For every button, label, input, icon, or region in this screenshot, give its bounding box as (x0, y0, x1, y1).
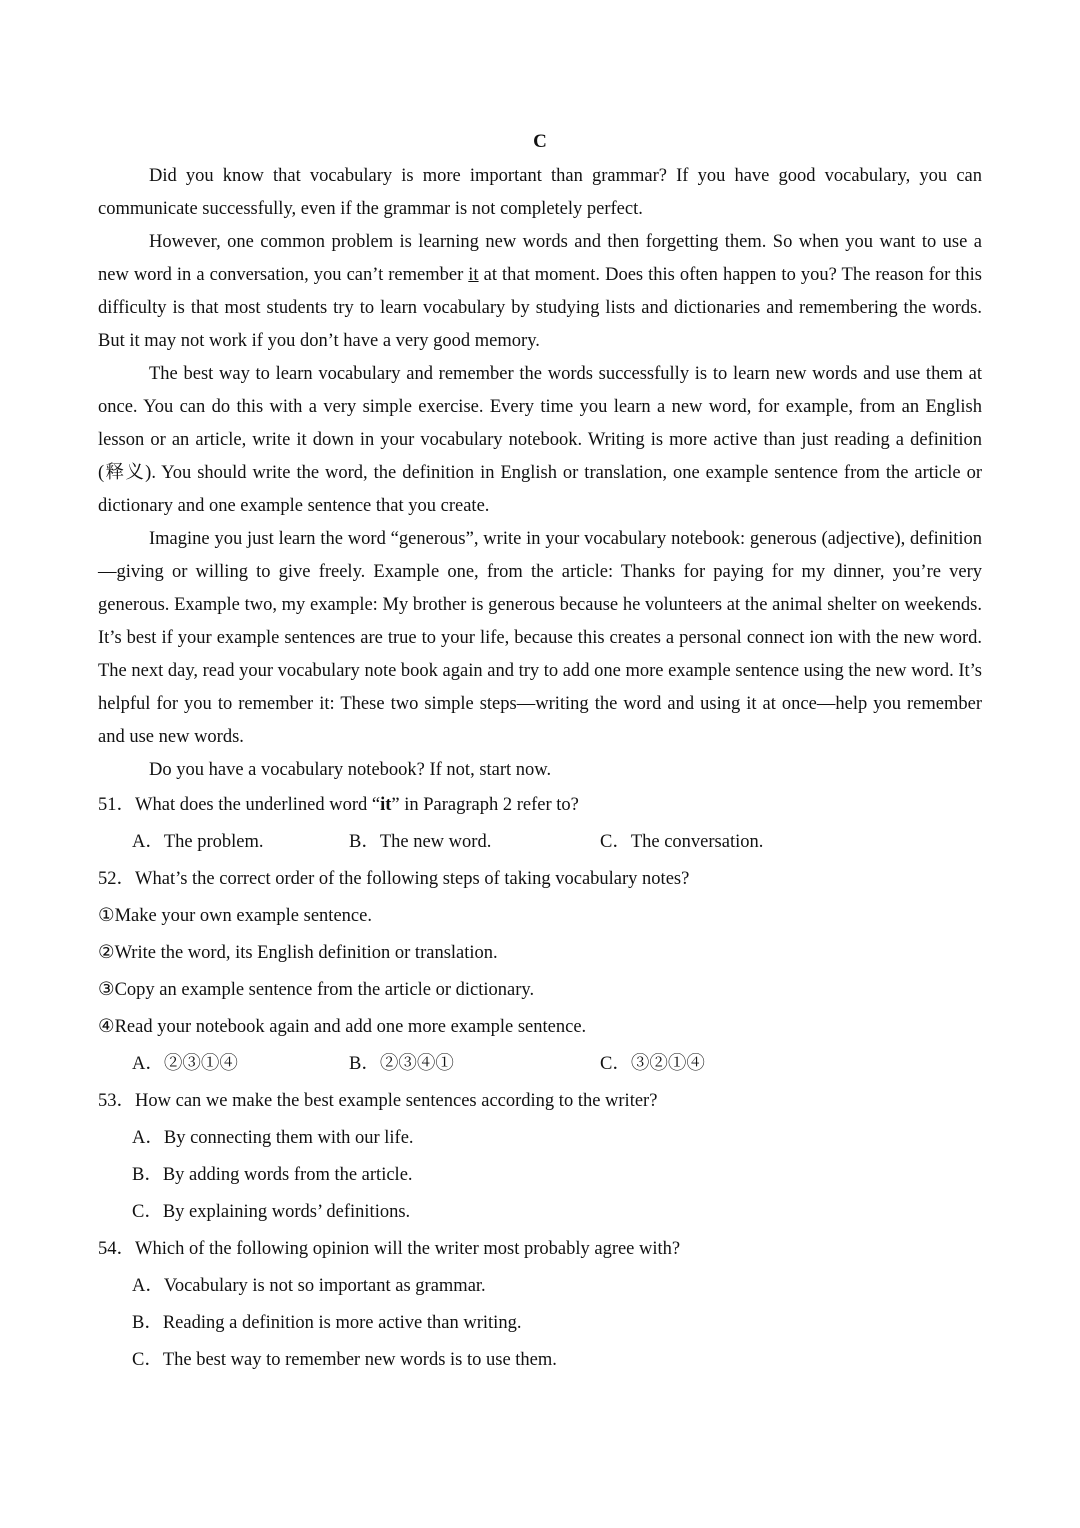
question-51-option-c: C．The conversation. (600, 832, 764, 852)
paragraph-2-text-after: at that moment. Does this often happen to you? The reason for this difficulty is that most students try to learn vocabulary by studying lists and dictionaries and remembering the words. But it may not work if you don’t have a very good memory. (98, 265, 982, 351)
question-54-option-a: A．Vocabulary is not so important as grammar. (132, 1276, 486, 1296)
underlined-word: it (468, 265, 479, 285)
question-54-stem-text: Which of the following opinion will the writer most probably agree with? (135, 1239, 681, 1259)
question-51-number: 51． (98, 795, 136, 815)
question-51-stem-before: What does the underlined word “ (135, 795, 381, 815)
question-53-option-a: A．By connecting them with our life. (132, 1128, 414, 1148)
question-54-stem (98, 1231, 982, 1268)
question-52-step-2: ②Write the word, its English definition or translation. (98, 943, 498, 963)
question-52-step-1: ①Make your own example sentence. (98, 906, 372, 926)
question-53-number: 53． (98, 1091, 136, 1111)
question-54 (98, 1231, 982, 1379)
paragraph-2-text-before: However, one common problem is learning new words and then forgetting them. So when you want to use a new word in a conversation, you can’t remember (98, 232, 982, 285)
question-52-option-b: B．②③④① (349, 1054, 454, 1074)
question-52-options (98, 1046, 982, 1083)
paragraph-3: The best way to learn vocabulary and remember the words successfully is to learn new words and use them at once. You can do this with a very simple exercise. Every time you learn a new word, for example, from an English lesson or an article, write it down in your vocabulary notebook. Writing is more active than just reading a definition (释义). You should write the word, the definition in English or translation, one example sentence from the article or dictionary and one example sentence that you create. (98, 364, 982, 516)
question-53-option-b: B．By adding words from the article. (132, 1165, 413, 1185)
paragraph-4: Imagine you just learn the word “generous”, write in your vocabulary notebook: generous (adjective), definition—giving or willing to give freely. Example one, from the article: Thanks for paying for my dinner, you’re very generous. Example two, my example: My brother is generous because he volunteers at the animal shelter on weekends. It’s best if your example sentences are true to your life, because this creates a personal connect ion with the new word. The next day, read your vocabulary note book again and try to add one more example sentence using the new word. It’s helpful for you to remember it: These two simple steps—writing the word and using it at once—help you remember and use new words. (98, 529, 982, 747)
question-52-number: 52． (98, 869, 136, 889)
question-51-option-b: B．The new word. (349, 832, 492, 852)
question-53-stem (98, 1083, 982, 1120)
question-52-option-a: A．②③①④ (132, 1054, 238, 1074)
question-51-option-a: A．The problem. (132, 832, 264, 852)
question-54-number: 54． (98, 1239, 136, 1259)
question-54-option-b: B．Reading a definition is more active than writing. (132, 1313, 522, 1333)
question-54-option-c: C．The best way to remember new words is to use them. (132, 1350, 557, 1370)
paragraph-1: Did you know that vocabulary is more important than grammar? If you have good vocabulary, you can communicate successfully, even if the grammar is not completely perfect. (98, 166, 982, 219)
question-51-bold-word: it (380, 795, 392, 815)
question-53-stem-text: How can we make the best example sentences according to the writer? (135, 1091, 658, 1111)
question-53 (98, 1083, 982, 1231)
question-52-step-3: ③Copy an example sentence from the article or dictionary. (98, 980, 535, 1000)
section-heading: C (533, 131, 547, 152)
question-51-stem-after: ” in Paragraph 2 refer to? (391, 795, 579, 815)
question-51-options (98, 824, 982, 861)
reading-section (98, 128, 982, 1379)
question-52-step-4: ④Read your notebook again and add one more example sentence. (98, 1017, 587, 1037)
question-52 (98, 861, 982, 1083)
paragraph-5: Do you have a vocabulary notebook? If not, start now. (149, 760, 552, 780)
question-52-stem (98, 861, 982, 898)
question-51-stem (98, 787, 982, 824)
question-51 (98, 787, 982, 861)
question-52-option-c: C．③②①④ (600, 1054, 705, 1074)
question-52-stem-text: What’s the correct order of the following steps of taking vocabulary notes? (135, 869, 690, 889)
question-53-option-c: C．By explaining words’ definitions. (132, 1202, 411, 1222)
paragraph-2 (98, 226, 982, 358)
